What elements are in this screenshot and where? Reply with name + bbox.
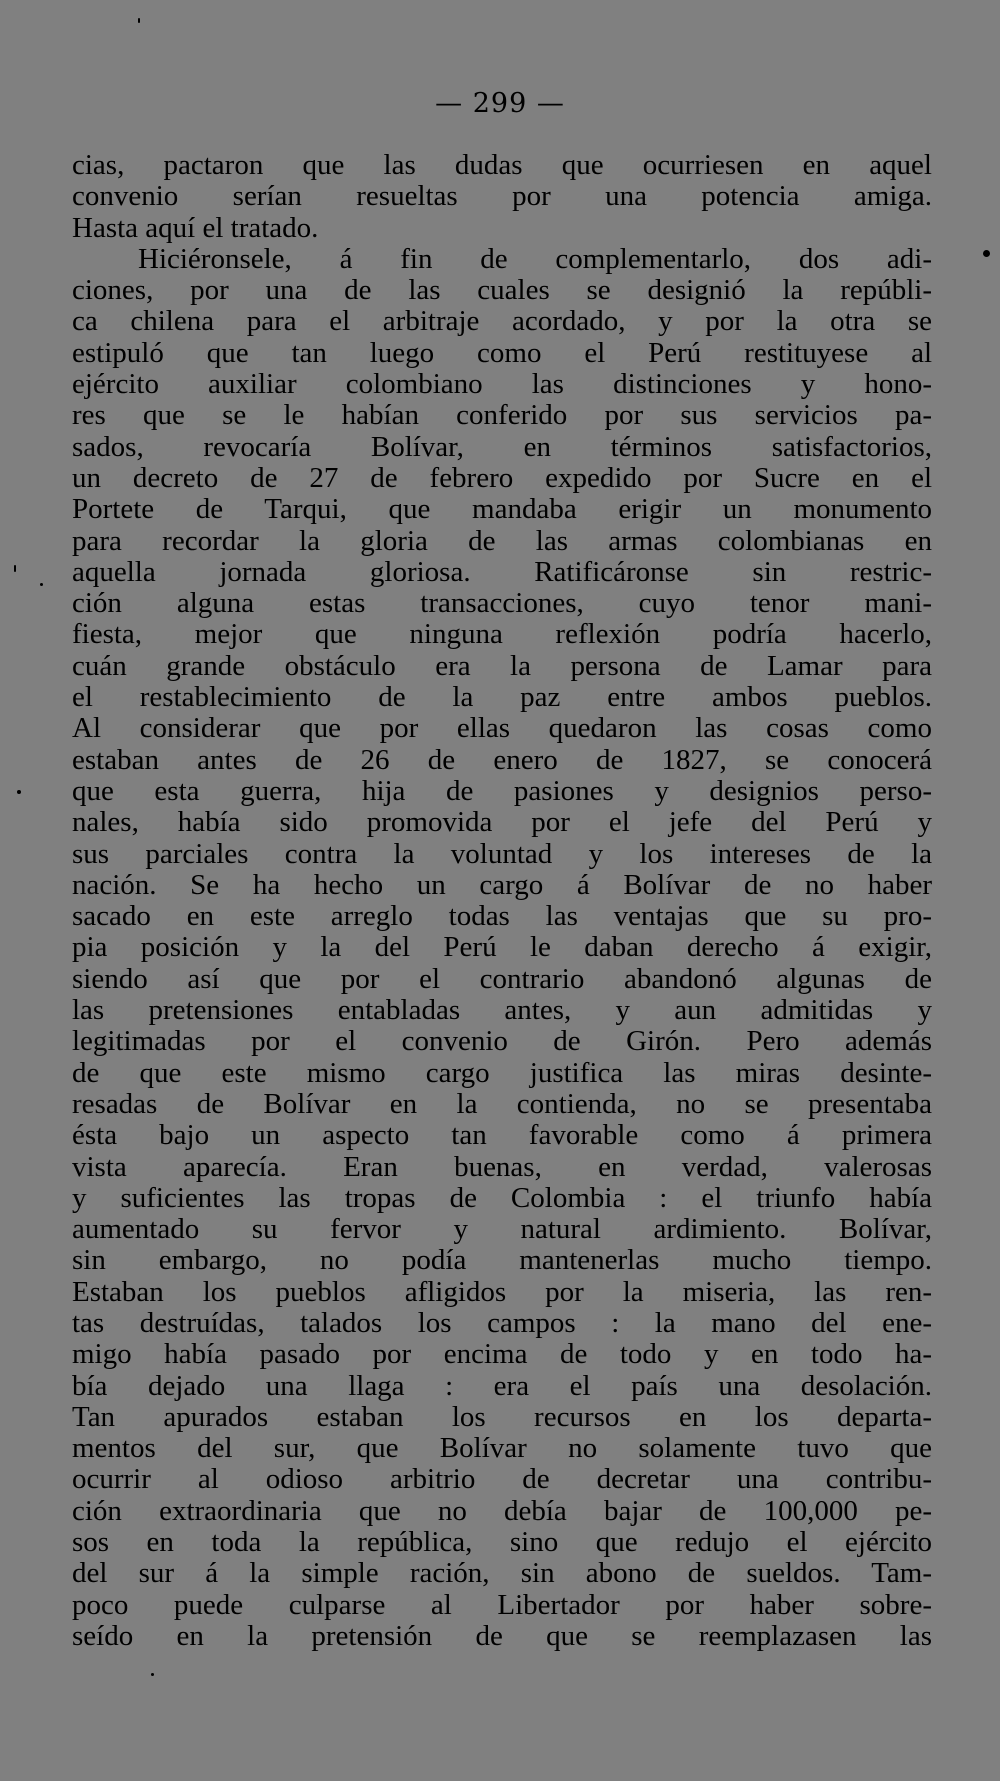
- text-line: cias, pactaron que las dudas que ocurriesen en aquel: [72, 149, 932, 181]
- ink-speck: [151, 1673, 154, 1676]
- text-line: sin embargo, no podía mantenerlas mucho tiempo.: [72, 1244, 932, 1277]
- text-line: poco puede culparse al Libertador por haber sobre-: [72, 1588, 932, 1621]
- text-line: que esta guerra, hija de pasiones y designios perso-: [72, 774, 932, 807]
- text-line: nación. Se ha hecho un cargo á Bolívar de no haber: [72, 868, 932, 901]
- ink-speck: [14, 565, 16, 572]
- text-line: las pretensiones entabladas antes, y aun admitidas y: [72, 994, 932, 1027]
- text-line: siendo así que por el contrario abandonó algunas de: [72, 962, 932, 995]
- text-line: vista aparecía. Eran buenas, en verdad, valerosas: [72, 1150, 932, 1183]
- text-line: ción extraordinaria que no debía bajar de 100,000 pe-: [72, 1494, 932, 1527]
- text-line: estipuló que tan luego como el Perú restituyese al: [72, 336, 932, 369]
- text-line: y suficientes las tropas de Colombia : el triunfo había: [72, 1181, 932, 1214]
- text-line: Hasta aquí el tratado.: [72, 211, 319, 244]
- text-line: mentos del sur, que Bolívar no solamente tuvo que: [72, 1432, 932, 1465]
- text-line: cuán grande obstáculo era la persona de Lamar para: [72, 649, 932, 682]
- text-line: Al considerar que por ellas quedaron las cosas como: [72, 712, 932, 745]
- text-line: sus parciales contra la voluntad y los intereses de la: [72, 837, 932, 870]
- text-line: Tan apurados estaban los recursos en los departa-: [72, 1400, 932, 1433]
- ink-speck: [40, 583, 43, 586]
- text-line: Hiciéronsele, á fin de complementarlo, dos adi-: [138, 242, 932, 275]
- text-line: ocurrir al odioso arbitrio de decretar una contribu-: [72, 1463, 932, 1496]
- text-line: aquella jornada gloriosa. Ratificáronse sin restric-: [72, 555, 932, 588]
- text-line: nales, había sido promovida por el jefe del Perú y: [72, 806, 932, 839]
- text-line: el restablecimiento de la paz entre ambos pueblos.: [72, 681, 932, 714]
- text-line: seído en la pretensión de que se reemplazasen las: [72, 1619, 932, 1652]
- text-line: migo había pasado por encima de todo y en todo ha-: [72, 1338, 932, 1371]
- text-line: ejército auxiliar colombiano las distinciones y hono-: [72, 368, 932, 401]
- ink-speck: [983, 250, 990, 257]
- text-line: para recordar la gloria de las armas colombianas en: [72, 524, 932, 557]
- text-line: ésta bajo un aspecto tan favorable como á primera: [72, 1119, 932, 1152]
- text-line: res que se le habían conferido por sus servicios pa-: [72, 399, 932, 432]
- text-line: sacado en este arreglo todas las ventajas que su pro-: [72, 900, 932, 933]
- text-line: sados, revocaría Bolívar, en términos satisfactorios,: [72, 430, 932, 463]
- text-line: tas destruídas, talados los campos : la mano del ene-: [72, 1306, 932, 1339]
- text-line: ca chilena para el arbitraje acordado, y por la otra se: [72, 305, 932, 338]
- text-line: del sur á la simple ración, sin abono de sueldos. Tam-: [72, 1557, 932, 1590]
- text-line: sos en toda la república, sino que redujo el ejército: [72, 1526, 932, 1559]
- text-line: resadas de Bolívar en la contienda, no se presentaba: [72, 1087, 932, 1120]
- text-line: pia posición y la del Perú le daban derecho á exigir,: [72, 931, 932, 964]
- text-line: aumentado su fervor y natural ardimiento. Bolívar,: [72, 1213, 932, 1246]
- text-line: legitimadas por el convenio de Girón. Pero además: [72, 1025, 932, 1058]
- text-line: convenio serían resueltas por una potencia amiga.: [72, 180, 932, 213]
- text-line: Estaban los pueblos afligidos por la miseria, las ren-: [72, 1275, 932, 1308]
- text-line: Portete de Tarqui, que mandaba erigir un monumento: [72, 493, 932, 526]
- body-text: [72, 150, 932, 1652]
- text-line: estaban antes de 26 de enero de 1827, se conocerá: [72, 743, 932, 776]
- text-line: de que este mismo cargo justifica las miras desinte-: [72, 1056, 932, 1089]
- ink-speck: [17, 790, 21, 794]
- text-line: ción alguna estas transacciones, cuyo tenor mani-: [72, 587, 932, 620]
- ink-speck: [138, 18, 140, 23]
- text-line: un decreto de 27 de febrero expedido por Sucre en el: [72, 461, 932, 494]
- text-line: bía dejado una llaga : era el país una desolación.: [72, 1369, 932, 1402]
- text-line: fiesta, mejor que ninguna reflexión podría hacerlo,: [72, 618, 932, 651]
- text-line: ciones, por una de las cuales se designió la repúbli-: [72, 274, 932, 307]
- page-number: — 299 —: [435, 88, 565, 119]
